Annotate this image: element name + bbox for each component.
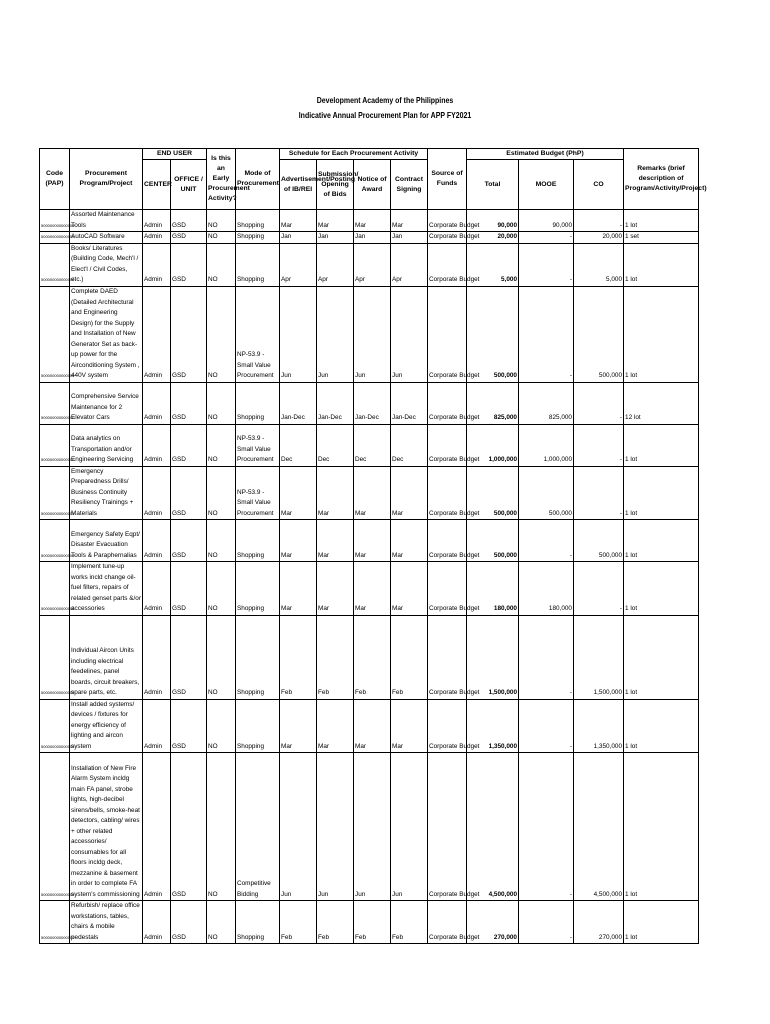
row-program: Assorted Maintenance Tools: [70, 210, 143, 232]
row-program: Individual Aircon Units including electrical feedelines, panel boards, circuit breakers, spare parts, etc.: [70, 615, 143, 699]
row-total: 4,500,000: [467, 753, 519, 901]
row-co: 20,000: [574, 232, 624, 244]
row-mode: Shopping: [236, 243, 280, 286]
row-mooe: -: [519, 699, 574, 753]
row-co: 5,000: [574, 243, 624, 286]
row-early: NO: [207, 562, 236, 616]
row-office: GSD: [171, 286, 207, 382]
row-notice-of-award: Jun: [354, 286, 391, 382]
row-early: NO: [207, 615, 236, 699]
col-code: Code (PAP): [40, 149, 70, 210]
row-total: 500,000: [467, 466, 519, 520]
row-source: Corporate Budget: [428, 232, 467, 244]
row-total: 1,500,000: [467, 615, 519, 699]
col-mooe: MOOE: [519, 160, 574, 210]
row-center: Admin: [143, 520, 171, 562]
row-contract-signing: Jun: [391, 286, 428, 382]
col-source: Source of Funds: [428, 149, 467, 210]
row-contract-signing: Feb: [391, 901, 428, 944]
row-co: -: [574, 210, 624, 232]
row-early: NO: [207, 466, 236, 520]
row-remarks: 1 lot: [624, 210, 699, 232]
row-co: -: [574, 382, 624, 424]
row-center: Admin: [143, 286, 171, 382]
row-source: Corporate Budget: [428, 210, 467, 232]
row-remarks: 1 lot: [624, 520, 699, 562]
row-contract-signing: Mar: [391, 562, 428, 616]
row-mooe: 500,000: [519, 466, 574, 520]
row-program: Complete DAED (Detailed Architectural and Engineering Design) for the Supply and Installation of New Generator Set as back-up power for the Airconditioning System , 440V system: [70, 286, 143, 382]
row-advertisement: Jan-Dec: [280, 382, 317, 424]
row-notice-of-award: Feb: [354, 615, 391, 699]
col-co: CO: [574, 160, 624, 210]
row-code: 500000000000000: [40, 210, 70, 232]
row-remarks: 1 lot: [624, 615, 699, 699]
row-contract-signing: Jan-Dec: [391, 382, 428, 424]
row-advertisement: Mar: [280, 466, 317, 520]
row-office: GSD: [171, 424, 207, 466]
row-mode: Shopping: [236, 699, 280, 753]
row-advertisement: Mar: [280, 699, 317, 753]
row-source: Corporate Budget: [428, 466, 467, 520]
row-co: 500,000: [574, 520, 624, 562]
row-notice-of-award: Jun: [354, 753, 391, 901]
row-submission: Jan-Dec: [317, 382, 354, 424]
row-early: NO: [207, 901, 236, 944]
col-end-user: END USER: [143, 149, 207, 160]
row-advertisement: Dec: [280, 424, 317, 466]
row-mode: Shopping: [236, 382, 280, 424]
table-row: [40, 424, 699, 466]
row-center: Admin: [143, 232, 171, 244]
row-total: 5,000: [467, 243, 519, 286]
document-title: Development Academy of the Philippines: [316, 95, 454, 105]
col-mode: Mode of Procurement: [236, 149, 280, 210]
row-submission: Feb: [317, 901, 354, 944]
row-mooe: -: [519, 520, 574, 562]
row-code: 500000000000000: [40, 562, 70, 616]
row-program: Comprehensive Service Maintenance for 2 Elevator Cars: [70, 382, 143, 424]
row-co: -: [574, 562, 624, 616]
row-remarks: 1 lot: [624, 901, 699, 944]
row-total: 20,000: [467, 232, 519, 244]
row-total: 1,000,000: [467, 424, 519, 466]
col-total: Total: [467, 160, 519, 210]
row-total: 90,000: [467, 210, 519, 232]
row-code: 500000000000000: [40, 382, 70, 424]
row-source: Corporate Budget: [428, 520, 467, 562]
row-submission: Jan: [317, 232, 354, 244]
row-source: Corporate Budget: [428, 382, 467, 424]
table-row: [40, 753, 699, 901]
document-subtitle: Indicative Annual Procurement Plan for APP FY2021: [298, 110, 472, 120]
row-notice-of-award: Mar: [354, 699, 391, 753]
row-remarks: 12 lot: [624, 382, 699, 424]
row-mode: Shopping: [236, 232, 280, 244]
row-early: NO: [207, 424, 236, 466]
row-advertisement: Mar: [280, 210, 317, 232]
row-advertisement: Jun: [280, 286, 317, 382]
row-program: Implement tune-up works incld change oil-fuel filters, repairs of related genset parts &/or accessories: [70, 562, 143, 616]
row-notice-of-award: Feb: [354, 901, 391, 944]
row-submission: Dec: [317, 424, 354, 466]
row-code: 500000000000000: [40, 901, 70, 944]
row-code: 500000000000000: [40, 699, 70, 753]
row-contract-signing: Jun: [391, 753, 428, 901]
col-center: CENTER: [143, 160, 171, 210]
row-program: Emergency Safety Eqpt/ Disaster Evacuation Tools & Paraphernalias: [70, 520, 143, 562]
row-co: 4,500,000: [574, 753, 624, 901]
row-remarks: 1 lot: [624, 753, 699, 901]
row-office: GSD: [171, 520, 207, 562]
row-code: 500000000000000: [40, 243, 70, 286]
row-submission: Mar: [317, 466, 354, 520]
row-contract-signing: Feb: [391, 615, 428, 699]
row-contract-signing: Dec: [391, 424, 428, 466]
row-remarks: 1 set: [624, 232, 699, 244]
row-center: Admin: [143, 562, 171, 616]
row-submission: Mar: [317, 520, 354, 562]
row-office: GSD: [171, 901, 207, 944]
row-advertisement: Mar: [280, 562, 317, 616]
row-notice-of-award: Jan: [354, 232, 391, 244]
row-office: GSD: [171, 243, 207, 286]
table-row: [40, 520, 699, 562]
row-mooe: -: [519, 232, 574, 244]
row-total: 270,000: [467, 901, 519, 944]
row-remarks: 1 lot: [624, 286, 699, 382]
row-contract-signing: Mar: [391, 466, 428, 520]
row-mode: Shopping: [236, 520, 280, 562]
row-mooe: -: [519, 753, 574, 901]
row-contract-signing: Apr: [391, 243, 428, 286]
row-center: Admin: [143, 901, 171, 944]
row-contract-signing: Mar: [391, 520, 428, 562]
row-mode: Shopping: [236, 901, 280, 944]
row-center: Admin: [143, 466, 171, 520]
row-mode: NP-53.9 - Small Value Procurement: [236, 466, 280, 520]
row-mooe: -: [519, 286, 574, 382]
row-program: AutoCAD Software: [70, 232, 143, 244]
row-advertisement: Feb: [280, 615, 317, 699]
row-mooe: 1,000,000: [519, 424, 574, 466]
row-center: Admin: [143, 615, 171, 699]
row-submission: Mar: [317, 210, 354, 232]
row-code: 500000000000000: [40, 466, 70, 520]
col-schedule: Schedule for Each Procurement Activity: [280, 149, 428, 160]
row-remarks: 1 lot: [624, 699, 699, 753]
row-source: Corporate Budget: [428, 286, 467, 382]
row-remarks: 1 lot: [624, 243, 699, 286]
row-submission: Mar: [317, 562, 354, 616]
row-early: NO: [207, 286, 236, 382]
row-co: 1,500,000: [574, 615, 624, 699]
row-advertisement: Mar: [280, 520, 317, 562]
row-submission: Jun: [317, 286, 354, 382]
row-code: 500000000000000: [40, 615, 70, 699]
row-source: Corporate Budget: [428, 243, 467, 286]
row-notice-of-award: Apr: [354, 243, 391, 286]
row-mode: Shopping: [236, 210, 280, 232]
row-mode: Shopping: [236, 615, 280, 699]
row-advertisement: Jan: [280, 232, 317, 244]
col-office: OFFICE / UNIT: [171, 160, 207, 210]
row-early: NO: [207, 243, 236, 286]
table-row: [40, 466, 699, 520]
row-total: 1,350,000: [467, 699, 519, 753]
table-row: [40, 615, 699, 699]
row-mooe: -: [519, 615, 574, 699]
row-total: 500,000: [467, 520, 519, 562]
row-mooe: 825,000: [519, 382, 574, 424]
table-row: [40, 382, 699, 424]
col-advert: Advertisement/Posting of IB/REI: [280, 160, 317, 210]
row-submission: Mar: [317, 699, 354, 753]
row-center: Admin: [143, 753, 171, 901]
table-row: [40, 286, 699, 382]
row-notice-of-award: Mar: [354, 466, 391, 520]
row-office: GSD: [171, 615, 207, 699]
row-center: Admin: [143, 382, 171, 424]
row-notice-of-award: Dec: [354, 424, 391, 466]
row-mode: Shopping: [236, 562, 280, 616]
table-row: [40, 243, 699, 286]
row-center: Admin: [143, 699, 171, 753]
row-source: Corporate Budget: [428, 753, 467, 901]
row-code: 500000000000000: [40, 753, 70, 901]
col-remarks: Remarks (brief description of Program/Activity/Project): [624, 149, 699, 210]
table-row: [40, 699, 699, 753]
header-row-1: [40, 149, 699, 160]
row-program: Emergency Preparedness Drills/ Business Continuity Resiliency Trainings + Materials: [70, 466, 143, 520]
row-code: 500000000000000: [40, 286, 70, 382]
table-row: [40, 232, 699, 244]
row-source: Corporate Budget: [428, 699, 467, 753]
row-office: GSD: [171, 382, 207, 424]
row-notice-of-award: Mar: [354, 562, 391, 616]
row-notice-of-award: Mar: [354, 210, 391, 232]
row-mooe: 180,000: [519, 562, 574, 616]
table-row: [40, 210, 699, 232]
table-row: [40, 901, 699, 944]
row-source: Corporate Budget: [428, 562, 467, 616]
row-mode: NP-53.9 - Small Value Procurement: [236, 286, 280, 382]
table-row: [40, 562, 699, 616]
col-submission: Submission/ Opening of Bids: [317, 160, 354, 210]
col-contract: Contract Signing: [391, 160, 428, 210]
row-contract-signing: Jan: [391, 232, 428, 244]
row-program: Refurbish/ replace office workstations, tables, chairs & mobile pedestals: [70, 901, 143, 944]
row-remarks: 1 lot: [624, 466, 699, 520]
row-mode: Competitive Bidding: [236, 753, 280, 901]
row-notice-of-award: Jan-Dec: [354, 382, 391, 424]
row-source: Corporate Budget: [428, 615, 467, 699]
row-advertisement: Apr: [280, 243, 317, 286]
row-program: Books/ Literatures (Building Code, Mech'l / Elect'l / Civil Codes, etc.): [70, 243, 143, 286]
row-submission: Feb: [317, 615, 354, 699]
row-advertisement: Jun: [280, 753, 317, 901]
procurement-plan-table: [39, 148, 707, 944]
row-total: 180,000: [467, 562, 519, 616]
row-code: 500000000000000: [40, 424, 70, 466]
row-center: Admin: [143, 424, 171, 466]
row-remarks: 1 lot: [624, 562, 699, 616]
row-early: NO: [207, 753, 236, 901]
row-office: GSD: [171, 466, 207, 520]
row-early: NO: [207, 210, 236, 232]
col-budget: Estimated Budget (PhP): [467, 149, 624, 160]
col-notice: Notice of Award: [354, 160, 391, 210]
row-co: 500,000: [574, 286, 624, 382]
row-early: NO: [207, 699, 236, 753]
row-early: NO: [207, 382, 236, 424]
row-office: GSD: [171, 753, 207, 901]
row-co: -: [574, 466, 624, 520]
row-co: 1,350,000: [574, 699, 624, 753]
row-submission: Jun: [317, 753, 354, 901]
row-code: 500000000000000: [40, 232, 70, 244]
row-program: Install added systems/ devices / fixtures for energy efficiency of lighting and aircon system: [70, 699, 143, 753]
row-office: GSD: [171, 232, 207, 244]
row-total: 500,000: [467, 286, 519, 382]
row-co: 270,000: [574, 901, 624, 944]
row-submission: Apr: [317, 243, 354, 286]
row-source: Corporate Budget: [428, 424, 467, 466]
row-office: GSD: [171, 699, 207, 753]
row-center: Admin: [143, 210, 171, 232]
row-mooe: -: [519, 243, 574, 286]
row-mooe: 90,000: [519, 210, 574, 232]
row-contract-signing: Mar: [391, 699, 428, 753]
row-mooe: -: [519, 901, 574, 944]
row-center: Admin: [143, 243, 171, 286]
row-contract-signing: Mar: [391, 210, 428, 232]
row-early: NO: [207, 520, 236, 562]
row-mode: NP-53.9 - Small Value Procurement: [236, 424, 280, 466]
row-early: NO: [207, 232, 236, 244]
row-code: 500000000000000: [40, 520, 70, 562]
row-total: 825,000: [467, 382, 519, 424]
row-remarks: 1 lot: [624, 424, 699, 466]
row-advertisement: Feb: [280, 901, 317, 944]
row-co: -: [574, 424, 624, 466]
row-office: GSD: [171, 210, 207, 232]
row-office: GSD: [171, 562, 207, 616]
col-early: Is this an Early Procurement Activity?: [207, 149, 236, 210]
row-notice-of-award: Mar: [354, 520, 391, 562]
row-program: Installation of New Fire Alarm System incldg main FA panel, strobe lights, high-decibel sirens/bells, smoke-heat detectors, cabling/ wires + other related accessories/ consumables for all floors incldg deck, mezzanine & basement in order to complete FA system's commissioning: [70, 753, 143, 901]
row-program: Data analytics on Transportation and/or Engineering Servicing: [70, 424, 143, 466]
col-program: Procurement Program/Project: [70, 149, 143, 210]
row-source: Corporate Budget: [428, 901, 467, 944]
